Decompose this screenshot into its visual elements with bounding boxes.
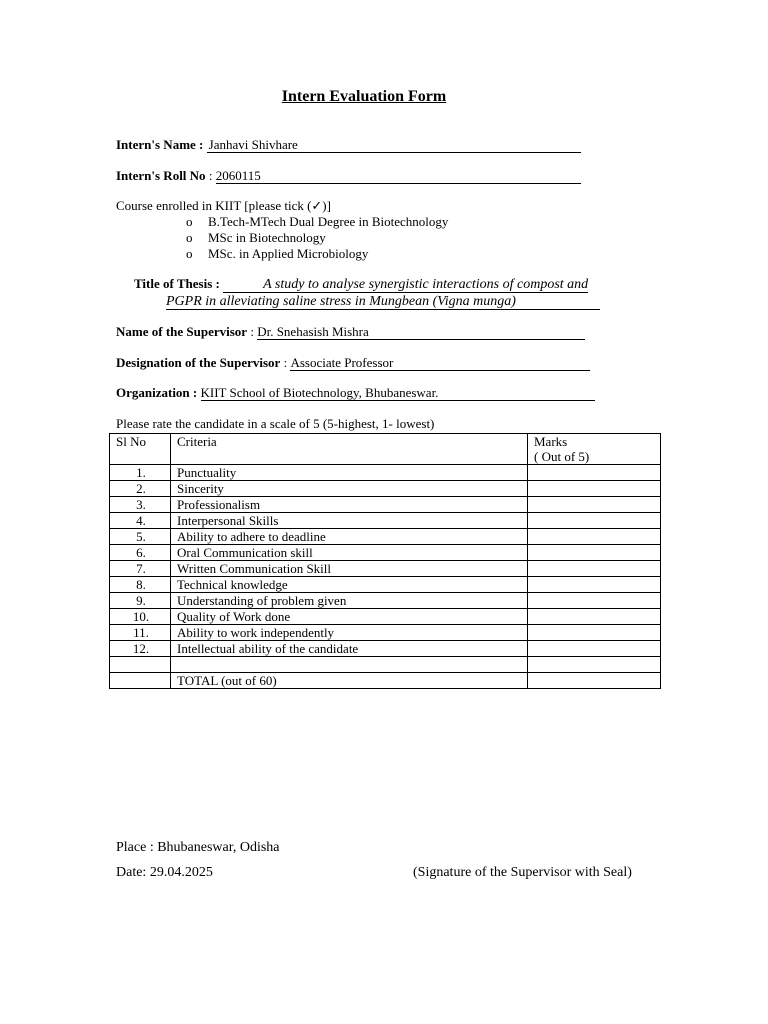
header-slno: Sl No [110,434,171,465]
row-number: 4. [110,513,171,529]
thesis-field [134,276,588,293]
row-criteria: Professionalism [171,497,528,513]
row-number-empty [110,657,171,673]
intern-roll-separator: : [205,168,216,183]
supervisor-label: Name of the Supervisor [116,324,248,339]
table-row [110,545,661,561]
row-marks-cell[interactable] [528,545,661,561]
header-criteria: Criteria [171,434,528,465]
signature-text: (Signature of the Supervisor with Seal) [413,865,632,880]
table-row [110,593,661,609]
row-marks-cell[interactable] [528,481,661,497]
intern-roll-value: 2060115 [216,169,581,184]
row-criteria: Sincerity [171,481,528,497]
table-row [110,561,661,577]
designation-value: Associate Professor [290,356,590,371]
designation-separator: : [280,355,291,370]
organization-field [116,385,595,401]
intern-roll-field [116,168,581,184]
row-criteria: Quality of Work done [171,609,528,625]
place-text: Place : Bhubaneswar, Odisha [116,840,280,855]
supervisor-field [116,324,585,340]
intern-name-value: Janhavi Shivhare [207,138,581,153]
row-marks-cell[interactable] [528,593,661,609]
row-marks-cell[interactable] [528,513,661,529]
header-marks-line-1: Marks [534,434,568,449]
organization-value: KIIT School of Biotechnology, Bhubaneswar. [201,386,595,401]
table-row [110,513,661,529]
table-row-empty [110,657,661,673]
course-bullet-icon: o [186,230,193,245]
supervisor-separator: : [247,324,258,339]
row-marks-cell[interactable] [528,641,661,657]
table-row [110,465,661,481]
row-criteria: Written Communication Skill [171,561,528,577]
row-number: 3. [110,497,171,513]
intern-name-label: Intern's Name : [116,137,204,152]
row-number: 2. [110,481,171,497]
table-row [110,497,661,513]
intern-roll-label: Intern's Roll No [116,168,206,183]
date-text: Date: 29.04.2025 [116,865,213,880]
row-marks-cell[interactable] [528,561,661,577]
designation-label: Designation of the Supervisor [116,355,281,370]
course-option-label: MSc in Biotechnology [208,230,326,245]
row-marks-cell[interactable] [528,465,661,481]
table-row [110,625,661,641]
table-row [110,481,661,497]
rating-intro: Please rate the candidate in a scale of 5 (5-highest, 1- lowest) [116,416,435,431]
row-criteria: Technical knowledge [171,577,528,593]
table-row [110,529,661,545]
row-number: 8. [110,577,171,593]
thesis-line-1: A study to analyse synergistic interactions of compost and [223,278,588,293]
table-row [110,609,661,625]
row-number: 6. [110,545,171,561]
row-criteria: Ability to work independently [171,625,528,641]
row-number: 11. [110,625,171,641]
row-criteria: Punctuality [171,465,528,481]
thesis-line-2-field [166,293,600,310]
row-criteria: Oral Communication skill [171,545,528,561]
form-title: Intern Evaluation Form [281,88,447,105]
course-option-1 [186,214,448,230]
table-header-row [110,434,661,465]
row-marks-cell[interactable] [528,529,661,545]
supervisor-value: Dr. Snehasish Mishra [257,325,585,340]
row-number: 10. [110,609,171,625]
row-marks-cell[interactable] [528,577,661,593]
row-number: 1. [110,465,171,481]
total-marks-cell[interactable] [528,673,661,689]
row-marks-cell[interactable] [528,497,661,513]
table-row [110,577,661,593]
thesis-label: Title of Thesis : [134,276,220,291]
course-bullet-icon: o [186,214,193,229]
intern-name-field [116,137,581,153]
header-marks [528,434,661,465]
total-label: TOTAL (out of 60) [171,673,528,689]
course-option-label: MSc. in Applied Microbiology [208,246,369,261]
row-criteria: Intellectual ability of the candidate [171,641,528,657]
row-criteria: Ability to adhere to deadline [171,529,528,545]
thesis-line-2: PGPR in alleviating saline stress in Mungbean (Vigna munga) [166,295,600,310]
table-row [110,641,661,657]
row-marks-cell[interactable] [528,625,661,641]
rating-table [109,433,661,689]
row-number: 12. [110,641,171,657]
row-criteria: Interpersonal Skills [171,513,528,529]
row-criteria: Understanding of problem given [171,593,528,609]
row-number: 5. [110,529,171,545]
course-bullet-icon: o [186,246,193,261]
designation-field [116,355,590,371]
row-marks-cell[interactable] [528,657,661,673]
organization-label: Organization : [116,385,198,400]
course-option-label: B.Tech-MTech Dual Degree in Biotechnology [208,214,449,229]
row-marks-cell[interactable] [528,609,661,625]
row-number: 7. [110,561,171,577]
row-number: 9. [110,593,171,609]
course-label: Course enrolled in KIIT [please tick (✓)] [116,198,331,213]
header-marks-line-2: ( Out of 5) [534,449,590,464]
row-criteria-empty [171,657,528,673]
table-total-row [110,673,661,689]
course-option-2 [186,230,326,246]
total-number-empty [110,673,171,689]
course-option-3 [186,246,368,262]
